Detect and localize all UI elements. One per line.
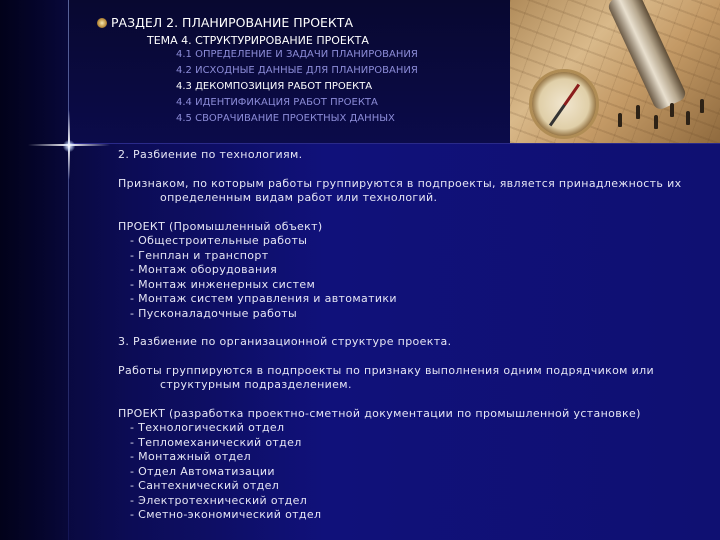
section-title <box>97 15 353 30</box>
star-flare-core <box>63 140 75 152</box>
list-item: - Пусконаладочные работы <box>130 306 298 320</box>
toc-item[interactable]: 4.1 ОПРЕДЕЛЕНИЕ И ЗАДАЧИ ПЛАНИРОВАНИЯ <box>176 49 418 60</box>
list-item: - Электротехнический отдел <box>130 493 308 507</box>
list-item: - Сантехнический отдел <box>130 479 280 492</box>
list-item: - Отдел Автоматизации <box>130 464 275 478</box>
list-item: - Монтаж инженерных систем <box>130 277 316 291</box>
paragraph: Работы группируются в подпроекты по признаку выполнения одним подрядчиком или структурным подразделением. <box>118 363 655 391</box>
list-item: - Общестроительные работы <box>130 234 308 247</box>
header-illustration <box>510 0 720 143</box>
slide-body <box>118 148 698 523</box>
compass-bullet-icon <box>97 18 107 28</box>
toc-list <box>176 47 418 127</box>
list-item: - Технологический отдел <box>130 421 285 434</box>
list-item: - Тепломеханический отдел <box>130 435 302 449</box>
left-strip <box>0 0 68 540</box>
list-item: - Монтаж систем управления и автоматики <box>130 292 397 305</box>
list-item: - Монтаж оборудования <box>130 263 278 276</box>
list-item: - Генплан и транспорт <box>130 248 269 262</box>
section-title-text: РАЗДЕЛ 2. ПЛАНИРОВАНИЕ ПРОЕКТА <box>111 15 353 30</box>
people-figures <box>610 95 710 135</box>
paragraph-heading: 2. Разбиение по технологиям. <box>118 148 303 161</box>
vertical-rule <box>68 0 69 540</box>
list-item: - Монтажный отдел <box>130 450 251 463</box>
project-title: ПРОЕКТ (разработка проектно-сметной документации по промышленной установке) <box>118 406 641 420</box>
toc-item[interactable]: 4.2 ИСХОДНЫЕ ДАННЫЕ ДЛЯ ПЛАНИРОВАНИЯ <box>176 65 418 76</box>
project-title: ПРОЕКТ (Промышленный объект) <box>118 219 323 233</box>
toc-item[interactable]: 4.5 СВОРАЧИВАНИЕ ПРОЕКТНЫХ ДАННЫХ <box>176 113 395 124</box>
paragraph: Признаком, по которым работы группируются в подпроекты, является принадлежность их определенным видам работ или технологий. <box>118 176 682 204</box>
toc-item-active[interactable]: 4.3 ДЕКОМПОЗИЦИЯ РАБОТ ПРОЕКТА <box>176 81 373 92</box>
topic-title: ТЕМА 4. СТРУКТУРИРОВАНИЕ ПРОЕКТА <box>147 34 369 47</box>
paragraph-heading: 3. Разбиение по организационной структуре проекта. <box>118 335 452 348</box>
list-item: - Сметно-экономический отдел <box>130 508 322 521</box>
header-divider <box>68 143 720 144</box>
toc-item[interactable]: 4.4 ИДЕНТИФИКАЦИЯ РАБОТ ПРОЕКТА <box>176 97 378 108</box>
